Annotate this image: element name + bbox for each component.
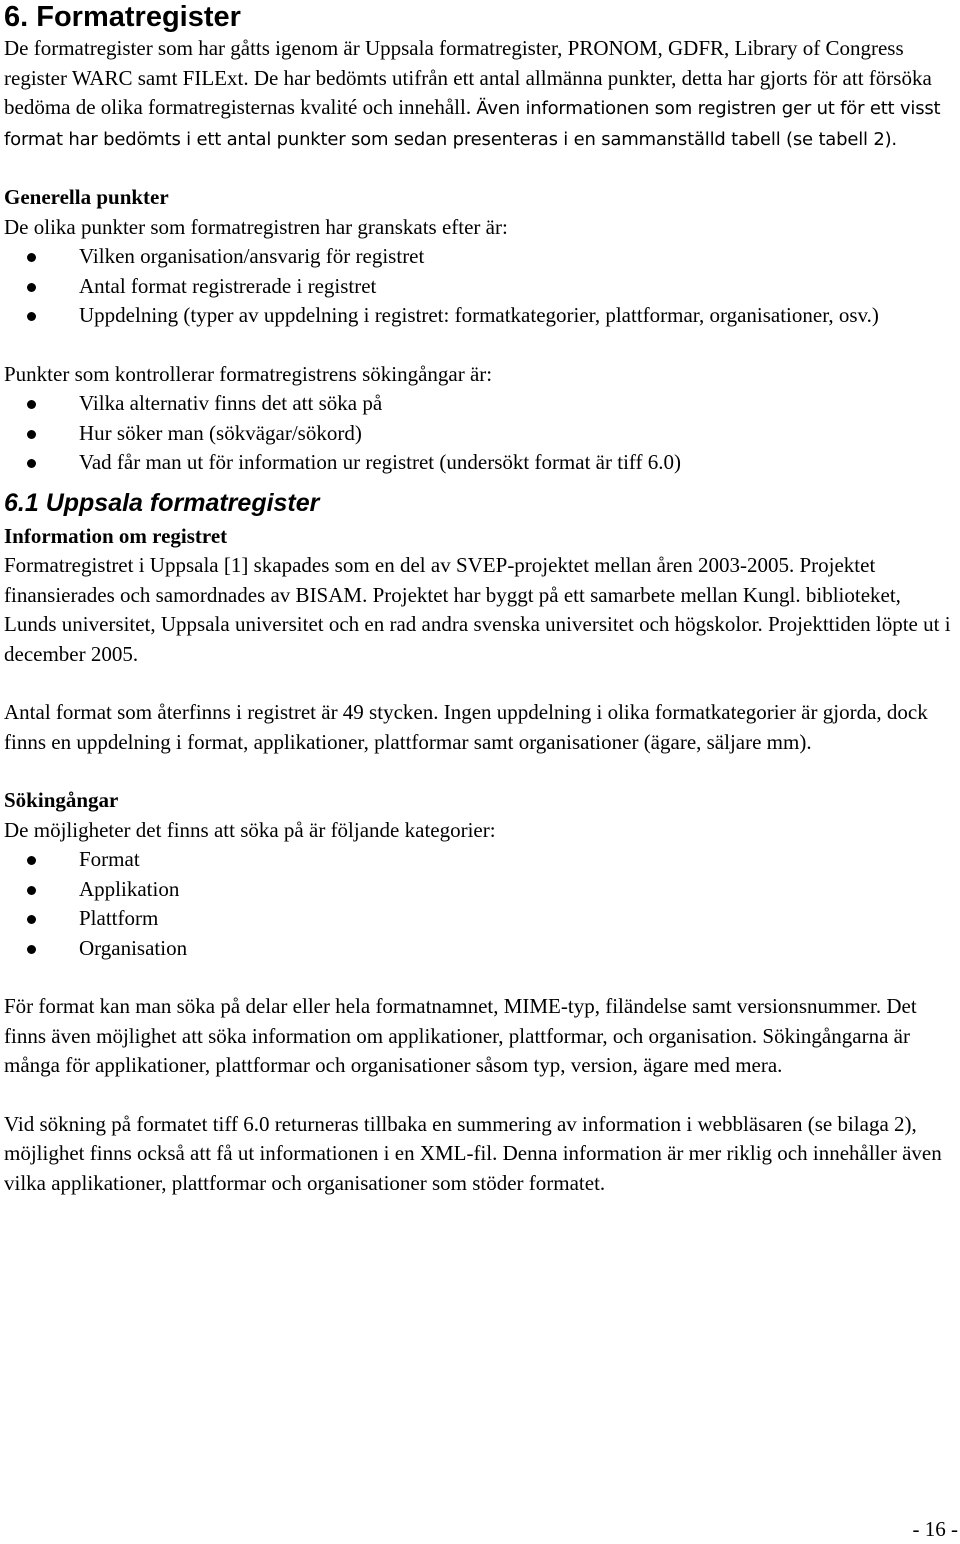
search-points-list — [4, 389, 956, 478]
page-number: - 16 - — [912, 1517, 958, 1541]
search-categories-list — [4, 845, 956, 963]
list-item: Vad får man ut för information ur registret (undersökt format är tiff 6.0) — [4, 448, 956, 478]
bullet-icon — [27, 945, 36, 954]
bullet-icon — [27, 312, 36, 321]
bullet-icon — [27, 915, 36, 924]
info-paragraph: Formatregistret i Uppsala [1] skapades som en del av SVEP-projektet mellan åren 2003-2005. Projektet finansierades och samordnades av BISAM. Projektet har byggt på ett samarbete mellan Kungl. biblioteket, Lunds universitet, Uppsala universitet och en rad andra svenska universitet och högskolor. Projekttiden löpte ut i december 2005. — [4, 553, 951, 666]
bullet-icon — [27, 400, 36, 409]
document-page — [4, 0, 956, 1198]
spacer — [4, 757, 956, 786]
bullet-icon — [27, 856, 36, 865]
general-list — [4, 242, 956, 331]
list-item: Plattform — [4, 904, 956, 934]
search-result-paragraph: Vid sökning på formatet tiff 6.0 returneras tillbaka en summering av information i webbläsaren (se bilaga 2), möjlighet finns också att få ut informationen i en XML-fil. Denna information är mer riklig och innehåller även vilka applikationer, plattformar och organisationer som stöder formatet. — [4, 1111, 942, 1195]
general-lead: De olika punkter som formatregistren har granskats efter är: — [4, 214, 508, 239]
intro-text-1: De formatregister som har gåtts igenom är Uppsala formatregister, PRONOM, GDFR, Library of Congress register WARC samt FILExt. De har bedömts utifrån ett antal allmänna punkter, detta har gjorts för att försöka bedöma de olika formatregisternas kvalité och innehåll. — [4, 36, 932, 119]
bullet-icon — [27, 430, 36, 439]
spacer — [4, 478, 956, 486]
list-item: Applikation — [4, 875, 956, 905]
list-item: Hur söker man (sökvägar/sökord) — [4, 419, 956, 449]
search-points-lead: Punkter som kontrollerar formatregistrens sökingångar är: — [4, 361, 493, 386]
subsection-heading: 6.1 Uppsala formatregister — [4, 488, 320, 517]
bullet-icon — [27, 459, 36, 468]
list-item: Organisation — [4, 934, 956, 964]
bullet-icon — [27, 253, 36, 262]
spacer — [4, 669, 956, 698]
section-heading: 6. Formatregister — [4, 1, 241, 33]
bullet-icon — [27, 283, 36, 292]
spacer — [4, 1081, 956, 1110]
spacer — [4, 154, 956, 183]
general-heading: Generella punkter — [4, 185, 169, 209]
bullet-icon — [27, 886, 36, 895]
info-heading: Information om registret — [4, 523, 228, 548]
list-item: Vilka alternativ finns det att söka på — [4, 389, 956, 419]
search-options-paragraph: För format kan man söka på delar eller hela formatnamnet, MIME-typ, filändelse samt versionsnummer. Det finns även möjlighet att söka information om applikationer, plattformar, och organisation. Sökingångarna är många för applikationer, plattformar och organisationer såsom typ, version, ägare med mera. — [4, 994, 917, 1077]
list-item: Uppdelning (typer av uppdelning i registret: formatkategorier, plattformar, organisationer, osv.) — [4, 301, 956, 331]
intro-text-2: Även informationen som registren ger ut för ett visst format har bedömts i ett antal punkter som sedan presenteras i en sammanställd tabell (se tabell 2). — [4, 98, 941, 150]
spacer — [4, 331, 956, 360]
search-categories-lead: De möjligheter det finns att söka på är följande kategorier: — [4, 817, 496, 842]
search-heading: Sökingångar — [4, 788, 119, 812]
intro-paragraph — [4, 34, 956, 154]
list-item: Format — [4, 845, 956, 875]
list-item: Vilken organisation/ansvarig för registret — [4, 242, 956, 272]
format-count-paragraph: Antal format som återfinns i registret är 49 stycken. Ingen uppdelning i olika formatkategorier är gjorda, dock finns en uppdelning i format, applikationer, plattformar samt organisationer (ägare, säljare mm). — [4, 700, 928, 754]
list-item: Antal format registrerade i registret — [4, 272, 956, 302]
spacer — [4, 963, 956, 992]
